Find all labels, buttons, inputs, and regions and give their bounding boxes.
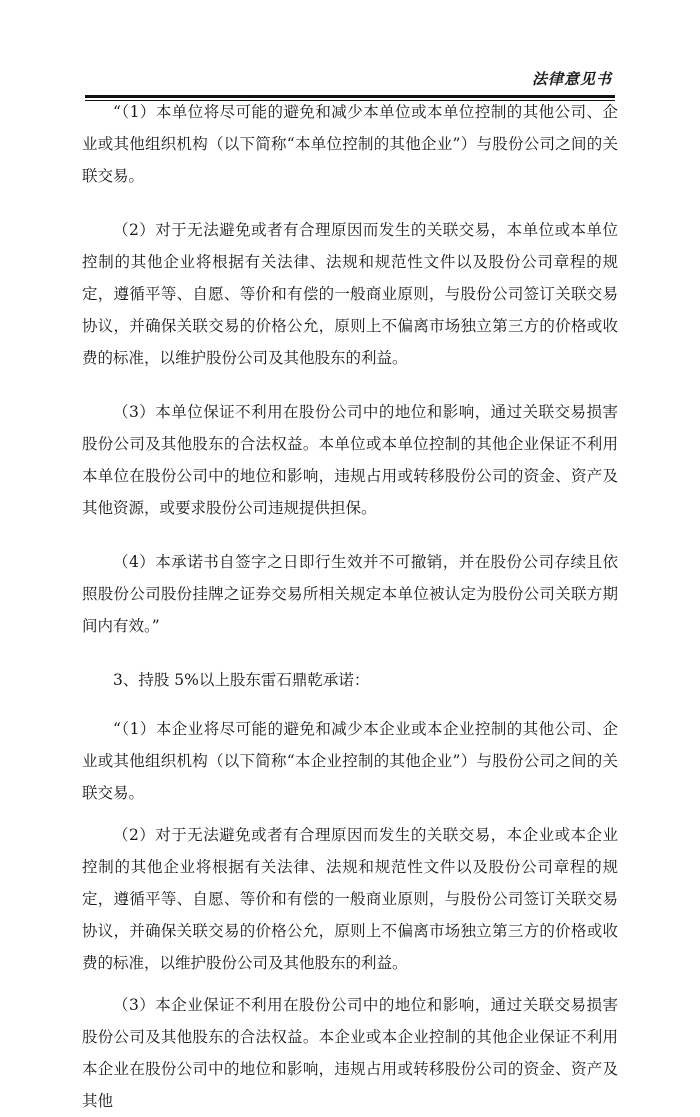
document-body: [82, 96, 618, 1117]
paragraph-6: “（1）本企业将尽可能的避免和减少本企业或本企业控制的其他公司、企业或其他组织机构（以下简称“本企业控制的其他企业”）与股份公司之间的关联交易。: [82, 720, 618, 802]
paragraph-1: “（1）本单位将尽可能的避免和减少本单位或本单位控制的其他公司、企业或其他组织机构（以下简称“本单位控制的其他企业”）与股份公司之间的关联交易。: [82, 103, 618, 185]
paragraph-4: （4）本承诺书自签字之日即行生效并不可撤销，并在股份公司存续且依照股份公司股份挂牌之证券交易所相关规定本单位被认定为股份公司关联方期间内有效。”: [82, 553, 618, 635]
paragraph-2: （2）对于无法避免或者有合理原因而发生的关联交易，本单位或本单位控制的其他企业将根据有关法律、法规和规范性文件以及股份公司章程的规定，遵循平等、自愿、等价和有偿的一般商业原则，与股份公司签订关联交易协议，并确保关联交易的价格公允，原则上不偏离市场独立第三方的价格或收费的标准，以维护股份公司及其他股东的利益。: [82, 221, 618, 367]
paragraph-5-heading: 3、持股 5%以上股东雷石鼎乾承诺：: [113, 671, 370, 689]
paragraph-8: （3）本企业保证不利用在股份公司中的地位和影响，通过关联交易损害股份公司及其他股东的合法权益。本企业或本企业控制的其他企业保证不利用本企业在股份公司中的地位和影响，违规占用或转移股份公司的资金、资产及其他: [82, 996, 618, 1110]
paragraph-3: （3）本单位保证不利用在股份公司中的地位和影响，通过关联交易损害股份公司及其他股东的合法权益。本单位或本单位控制的其他企业保证不利用本单位在股份公司中的地位和影响，违规占用或转移股份公司的资金、资产及其他资源，或要求股份公司违规提供担保。: [82, 403, 618, 517]
header-title: 法律意见书: [531, 70, 612, 88]
paragraph-7: （2）对于无法避免或者有合理原因而发生的关联交易，本企业或本企业控制的其他企业将根据有关法律、法规和规范性文件以及股份公司章程的规定，遵循平等、自愿、等价和有偿的一般商业原则，与股份公司签订关联交易协议，并确保关联交易的价格公允，原则上不偏离市场独立第三方的价格或收费的标准，以维护股份公司及其他股东的利益。: [82, 826, 618, 972]
